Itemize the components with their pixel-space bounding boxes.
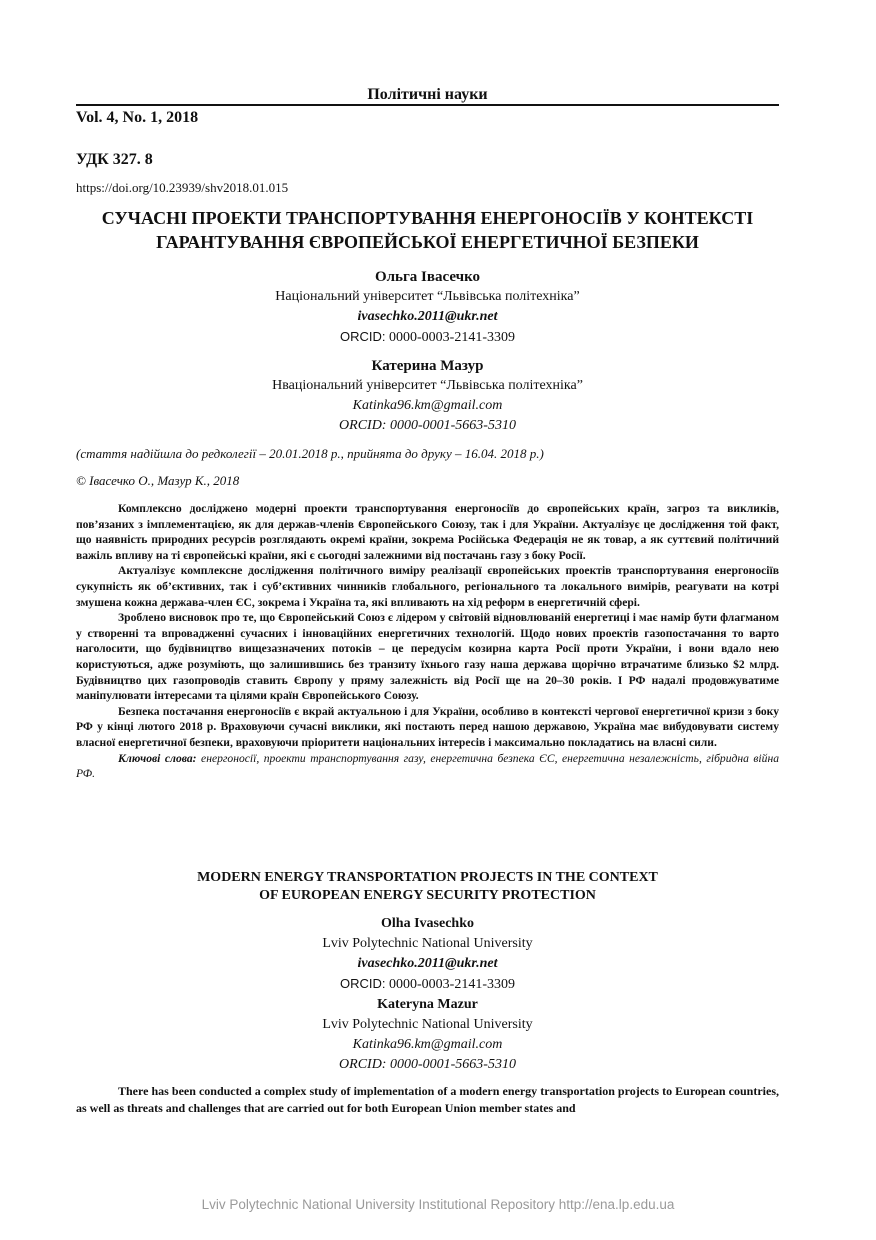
- article-title: [76, 206, 779, 254]
- orcid-label: ORCID:: [340, 976, 386, 991]
- abstract-paragraph: Безпека постачання енергоносіїв є вкрай актуальною і для України, особливо в контексті чергової енергетичної кризи з боку РФ у кінці лютого 2018 р. Враховуючи сучасні виклики, які постають перед нашою державою, Україна має вибудовувати систему власної енергетичної безпеки, враховуючи пріоритети національних інтересів і максимально покладатись на власні сили.: [76, 704, 779, 749]
- keywords-text: енергоносії, проекти транспортування газу, енергетична безпека ЄС, енергетична незалежність, гібридна війна РФ.: [76, 751, 779, 781]
- english-author-1-block: [76, 914, 779, 995]
- author-orcid[interactable]: ORCID: 0000-0001-5663-5310: [339, 1057, 516, 1072]
- author-2-block: [76, 356, 779, 436]
- title-line: OF EUROPEAN ENERGY SECURITY PROTECTION: [259, 888, 596, 903]
- author-email[interactable]: ivasechko.2011@ukr.net: [357, 956, 498, 971]
- author-name: Катерина Мазур: [371, 358, 484, 374]
- orcid-value[interactable]: 0000-0003-2141-3309: [389, 977, 515, 992]
- abstract-paragraph: There has been conducted a complex study of implementation of a modern energy transportation projects to European countries, as well as threats and challenges that are carried out for both European Union member states and: [76, 1084, 779, 1115]
- author-affiliation: Lviv Polytechnic National University: [322, 1017, 533, 1032]
- author-name: Olha Ivasechko: [381, 916, 474, 931]
- abstract-paragraph: Зроблено висновок про те, що Європейський Союз є лідером у світовій відновлюваній енергетиці і має намір бути флагманом у створенні та впровадженні сучасних і інноваційних енергетичних технологій. Щодо нових проектів газопостачання то варто наголосити, що будівництво вищезазначених потоків – це передусім козирна карта Росії проти України, і вони вдало нею користуються, адже розуміють, що залишившись без транзиту їхнього газу наша держава щорічно втрачатиме близько $2 млрд. Будівництво цих газопроводів ставить Європу у пряму залежність від Росії ще на 20–30 років. І РФ надалі продовжуватиме маніпулювати інтересами та цілями країн Європейського Союзу.: [76, 611, 779, 703]
- keywords-label: Ключові слова:: [118, 751, 197, 765]
- author-affiliation: Національний університет “Львівська політехніка”: [275, 289, 580, 304]
- author-orcid[interactable]: ORCID: 0000-0001-5663-5310: [339, 418, 516, 433]
- received-dates: (стаття надійшла до редколегії – 20.01.2018 р., прийнята до друку – 16.04. 2018 р.): [76, 446, 544, 461]
- author-name: Ольга Івасечко: [374, 269, 481, 285]
- author-name: Kateryna Mazur: [377, 997, 478, 1012]
- author-email[interactable]: Katinka96.km@gmail.com: [352, 398, 503, 413]
- abstract-paragraph: Актуалізує комплексне дослідження політичного виміру реалізації європейських проектів транспортування енергоносіїв сукупність як об’єктивних, так і суб’єктивних чинників глобального, регіонального та локального вимірів, реагувати на котрі змушена кожна держава-член ЄС, зокрема і Україна та, які впливають на хід реформ в енергетичній сфері.: [76, 564, 779, 609]
- paper-page: [76, 0, 779, 1240]
- author-orcid: [76, 327, 779, 348]
- udk-code: УДК 327. 8: [76, 151, 153, 168]
- english-author-2-block: [76, 995, 779, 1075]
- header-rule: [76, 104, 779, 106]
- doi-link[interactable]: https://doi.org/10.23939/shv2018.01.015: [76, 180, 289, 195]
- repository-footer[interactable]: Lviv Polytechnic National University Institutional Repository http://ena.lp.edu.ua: [201, 1197, 675, 1212]
- keywords: [76, 751, 779, 782]
- abstract-english: [76, 1083, 779, 1117]
- english-title: [76, 869, 779, 905]
- title-line: MODERN ENERGY TRANSPORTATION PROJECTS IN THE CONTEXT: [197, 870, 658, 885]
- author-email[interactable]: Katinka96.km@gmail.com: [352, 1037, 503, 1052]
- title-line: ГАРАНТУВАННЯ ЄВРОПЕЙСЬКОЇ ЕНЕРГЕТИЧНОЇ БЕЗПЕКИ: [156, 232, 699, 252]
- orcid-label: ORCID:: [340, 329, 386, 344]
- author-orcid: [76, 974, 779, 995]
- author-affiliation: Нваціональний університет “Львівська політехніка”: [272, 378, 583, 393]
- volume-label: Vol. 4, No. 1, 2018: [76, 109, 199, 126]
- copyright-notice: © Івасечко О., Мазур К., 2018: [76, 473, 240, 488]
- journal-section-heading: Політичні науки: [367, 86, 488, 103]
- abstract-ukrainian: [76, 501, 779, 782]
- orcid-value[interactable]: 0000-0003-2141-3309: [389, 330, 515, 345]
- title-line: СУЧАСНІ ПРОЕКТИ ТРАНСПОРТУВАННЯ ЕНЕРГОНОСІЇВ У КОНТЕКСТІ: [101, 208, 754, 228]
- author-affiliation: Lviv Polytechnic National University: [322, 936, 533, 951]
- author-email[interactable]: ivasechko.2011@ukr.net: [357, 309, 498, 324]
- abstract-paragraph: Комплексно досліджено модерні проекти транспортування енергоносіїв до європейських країн, загроз та викликів, пов’язаних з імплементацією, як для держав-членів Європейського Союзу, так і для України. Актуалізує це дослідження той факт, що наявність природних ресурсів розглядають окремі країни, зокрема Російська Федерація не як товар, а як суттєвий політичний важіль впливу на ті європейські країни, які є сьогодні залежними від постачань газу з боку Росії.: [76, 502, 779, 562]
- author-1-block: [76, 267, 779, 348]
